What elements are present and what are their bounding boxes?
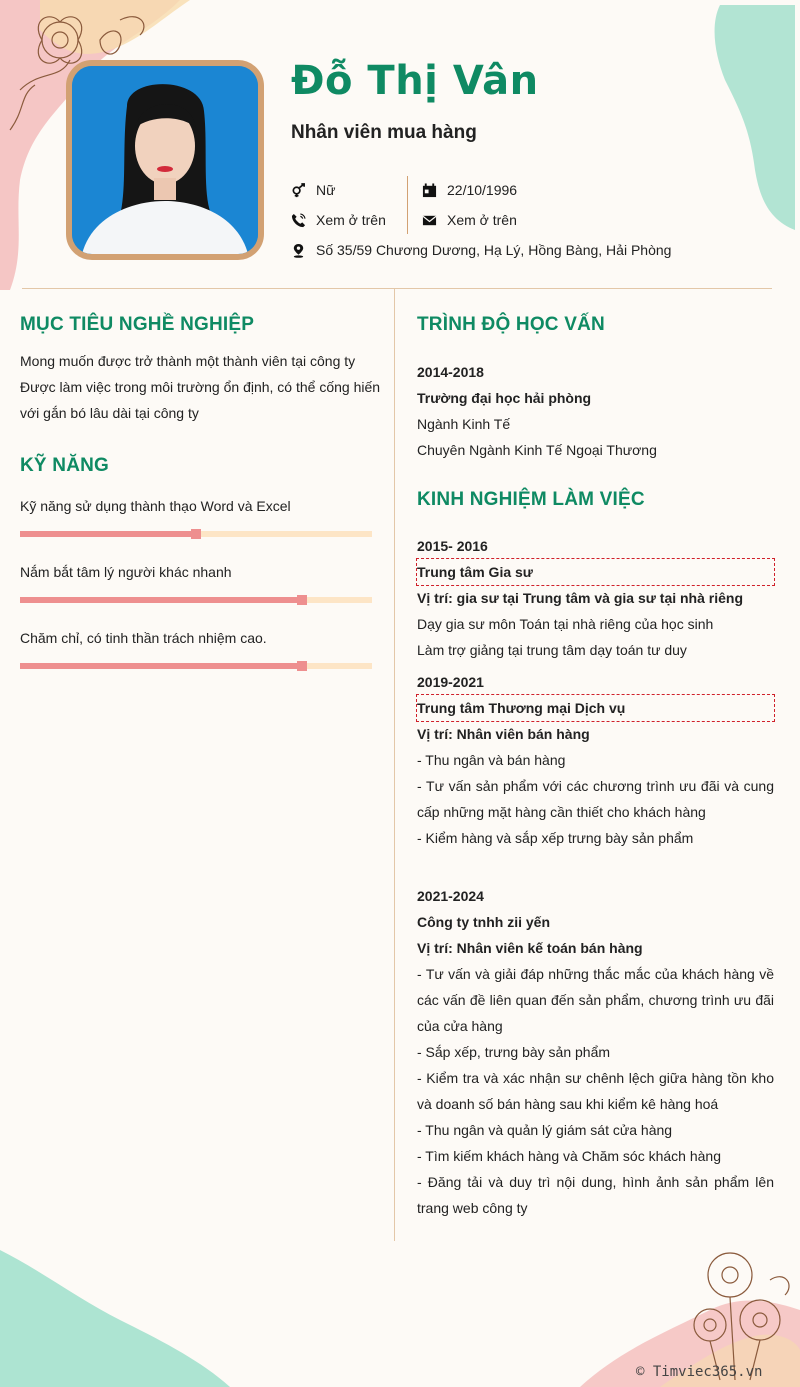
- column-divider: [394, 289, 395, 1241]
- objective-heading: MỤC TIÊU NGHỀ NGHIỆP: [20, 314, 255, 335]
- education-heading: TRÌNH ĐỘ HỌC VẤN: [417, 314, 605, 335]
- skill-bar-knob: [297, 661, 307, 671]
- skill-bar: [20, 531, 372, 537]
- skill-bar-fill: [20, 663, 302, 669]
- phone-info: [291, 212, 386, 228]
- job-duty: - Thu ngân và quản lý giám sát cửa hàng: [417, 1122, 673, 1138]
- birthday-info: [422, 182, 517, 198]
- gender-icon: [291, 183, 306, 198]
- experience-entry: [417, 533, 774, 663]
- job-position: Vị trí: Nhân viên bán hàng: [417, 726, 590, 742]
- job-duty: - Tìm kiếm khách hàng và Chăm sóc khách hàng: [417, 1148, 722, 1164]
- job-duty: Làm trợ giảng tại trung tâm dạy toán tư duy: [417, 642, 687, 658]
- address-info: [291, 242, 671, 258]
- experience-entry: [417, 883, 774, 1221]
- objective-line: Mong muốn được trở thành một thành viên tại công ty: [20, 353, 356, 369]
- skill-bar: [20, 597, 372, 603]
- email-value: Xem ở trên: [447, 212, 517, 228]
- job-duty: - Tư vấn và giải đáp những thắc mắc của khách hàng về các vấn đề liên quan đến sản phẩm, chương trình ưu đãi của cửa hàng: [417, 966, 774, 1034]
- job-duty: - Thu ngân và bán hàng: [417, 752, 566, 768]
- skills-heading: KỸ NĂNG: [20, 455, 110, 476]
- skill-label: Nắm bắt tâm lý người khác nhanh: [20, 564, 232, 580]
- skill-bar-knob: [191, 529, 201, 539]
- calendar-icon: [422, 183, 437, 198]
- profile-photo: [66, 60, 264, 260]
- education-major: Ngành Kinh Tế: [417, 416, 511, 432]
- address-value: Số 35/59 Chương Dương, Hạ Lý, Hồng Bàng, Hải Phòng: [316, 242, 672, 258]
- skill-bar-knob: [297, 595, 307, 605]
- birthday-value: 22/10/1996: [447, 182, 518, 198]
- skill-label: Chăm chỉ, có tinh thần trách nhiệm cao.: [20, 630, 267, 646]
- job-company: Công ty tnhh zii yến: [417, 914, 550, 930]
- job-duty: - Đăng tải và duy trì nội dung, hình ảnh sản phẩm lên trang web công ty: [417, 1174, 774, 1216]
- job-period: 2019-2021: [417, 674, 484, 690]
- objective-line: với gắn bó lâu dài tại công ty: [20, 405, 199, 421]
- top-right-watercolor-decoration: [700, 0, 800, 240]
- email-info: [422, 212, 517, 228]
- skill-bar-fill: [20, 597, 302, 603]
- phone-icon: [291, 213, 306, 228]
- job-duty: - Tư vấn sản phẩm với các chương trình ưu đãi và cung cấp những mặt hàng cần thiết cho khách hàng: [417, 778, 774, 820]
- job-title: Nhân viên mua hàng: [291, 122, 477, 143]
- job-company: Trung tâm Gia sư: [417, 559, 774, 585]
- gender-info: [291, 182, 335, 198]
- info-divider: [407, 176, 408, 234]
- email-icon: [422, 213, 437, 228]
- watermark: © Timviec365.vn: [636, 1364, 763, 1380]
- gender-value: Nữ: [316, 182, 336, 198]
- objective-line: Được làm việc trong môi trường ổn định, có thể cống hiến: [20, 379, 381, 395]
- skill-label: Kỹ năng sử dụng thành thạo Word và Excel: [20, 498, 291, 514]
- job-duty: Dạy gia sư môn Toán tại nhà riêng của học sinh: [417, 616, 714, 632]
- location-icon: [291, 243, 306, 258]
- job-company: Trung tâm Thương mại Dịch vụ: [417, 695, 774, 721]
- candidate-name: Đỗ Thị Vân: [291, 58, 539, 104]
- education-period: 2014-2018: [417, 364, 484, 380]
- job-position: Vị trí: gia sư tại Trung tâm và gia sư tại nhà riêng: [417, 590, 744, 606]
- job-period: 2015- 2016: [417, 538, 488, 554]
- skill-bar: [20, 663, 372, 669]
- header-divider: [22, 288, 772, 289]
- education-entry: [417, 359, 774, 463]
- job-period: 2021-2024: [417, 888, 484, 904]
- skill-bar-fill: [20, 531, 196, 537]
- education-specialization: Chuyên Ngành Kinh Tế Ngoại Thương: [417, 442, 657, 458]
- job-position: Vị trí: Nhân viên kế toán bán hàng: [417, 940, 643, 956]
- job-duty: - Kiểm tra và xác nhận sư chênh lệch giữa hàng tồn kho và doanh số bán hàng sau khi kiểm kê hàng hoá: [417, 1070, 774, 1112]
- objective-text: [20, 348, 385, 426]
- experience-heading: KINH NGHIỆM LÀM VIỆC: [417, 489, 645, 510]
- job-duty: - Kiểm hàng và sắp xếp trưng bày sản phẩm: [417, 830, 694, 846]
- education-school: Trường đại học hải phòng: [417, 390, 592, 406]
- profile-photo-image: [72, 66, 258, 254]
- job-duty: - Sắp xếp, trưng bày sản phẩm: [417, 1044, 611, 1060]
- experience-entry: [417, 669, 774, 851]
- phone-value: Xem ở trên: [316, 212, 386, 228]
- bottom-left-watercolor-decoration: [0, 1240, 240, 1387]
